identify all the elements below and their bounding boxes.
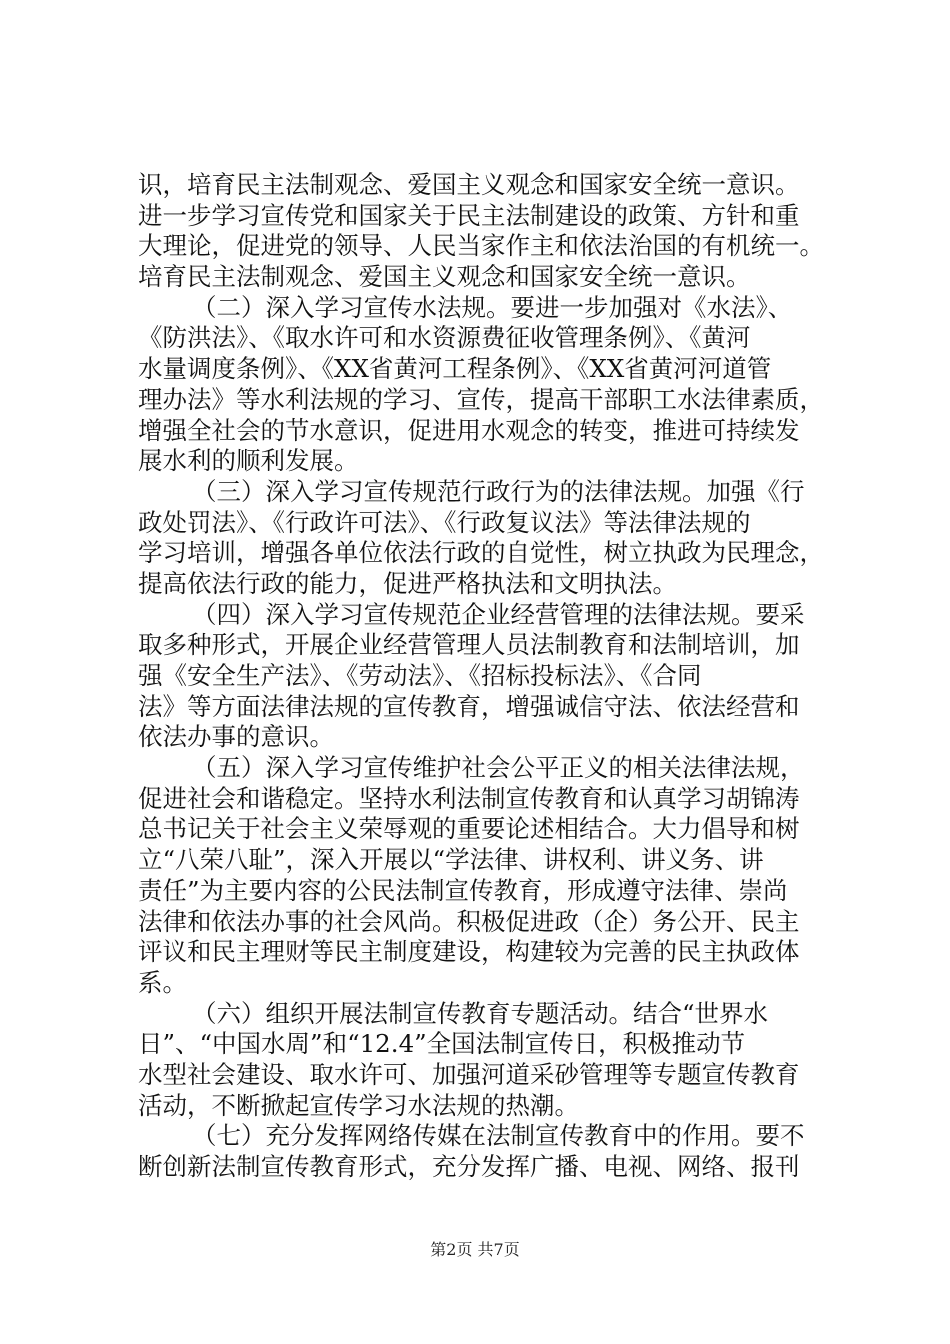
- text-line: 进一步学习宣传党和国家关于民主法制建设的政策、方针和重: [138, 200, 800, 230]
- text-line: 断创新法制宣传教育形式，充分发挥广播、电视、网络、报刊: [138, 1152, 800, 1181]
- text-line: 系。: [138, 967, 187, 997]
- text-line: 水型社会建设、取水许可、加强河道采砂管理等专题宣传教育: [138, 1059, 800, 1089]
- text-line: 大理论，促进党的领导、人民当家作主和依法治国的有机统一。: [138, 231, 824, 261]
- text-line: 《防洪法》、《取水许可和水资源费征收管理条例》、《黄河: [138, 323, 751, 353]
- text-line: 活动，不断掀起宣传学习水法规的热潮。: [138, 1090, 579, 1120]
- text-line: 理办法》等水利法规的学习、宣传，提高干部职工水法律素质，: [138, 384, 824, 414]
- page-number-footer: 第2页 共7页: [430, 1240, 520, 1259]
- text-line: 政处罚法》、《行政许可法》、《行政复议法》等法律法规的: [138, 507, 751, 537]
- text-line: 评议和民主理财等民主制度建设，构建较为完善的民主执政体: [138, 937, 800, 967]
- paragraph-first-line: （七）充分发挥网络传媒在法制宣传教育中的作用。要不: [192, 1121, 805, 1151]
- paragraph-first-line: （三）深入学习宣传规范行政行为的法律法规。加强《行: [192, 476, 805, 506]
- text-line: 增强全社会的节水意识，促进用水观念的转变，推进可持续发: [138, 415, 800, 445]
- text-line: 取多种形式，开展企业经营管理人员法制教育和法制培训，加: [138, 630, 800, 660]
- text-line: 提高依法行政的能力，促进严格执法和文明执法。: [138, 568, 677, 598]
- text-line: 法》等方面法律法规的宣传教育，增强诚信守法、依法经营和: [138, 691, 800, 721]
- text-line: 日”、“中国水周”和“12.4”全国法制宣传日，积极推动节: [138, 1029, 746, 1059]
- text-line: 总书记关于社会主义荣辱观的重要论述相结合。大力倡导和树: [138, 814, 800, 844]
- paragraph-first-line: （五）深入学习宣传维护社会公平正义的相关法律法规，: [192, 753, 805, 783]
- text-line: 培育民主法制观念、爱国主义观念和国家安全统一意识。: [138, 262, 751, 292]
- paragraph-first-line: （二）深入学习宣传水法规。要进一步加强对《水法》、: [192, 292, 793, 322]
- text-line: 立“八荣八耻”，深入开展以“学法律、讲权利、讲义务、讲: [138, 845, 764, 875]
- text-line: 责任”为主要内容的公民法制宣传教育，形成遵守法律、崇尚: [138, 875, 788, 905]
- text-line: 促进社会和谐稳定。坚持水利法制宣传教育和认真学习胡锦涛: [138, 783, 800, 813]
- body-text: [138, 170, 838, 1183]
- paragraph-first-line: （四）深入学习宣传规范企业经营管理的法律法规。要采: [192, 599, 805, 629]
- text-line: 水量调度条例》、《XX省黄河工程条例》、《XX省黄河河道管: [138, 354, 772, 384]
- text-line: 学习培训，增强各单位依法行政的自觉性，树立执政为民理念，: [138, 538, 824, 568]
- paragraph-first-line: （六）组织开展法制宣传教育专题活动。结合“世界水: [192, 998, 769, 1028]
- text-line: 强《安全生产法》、《劳动法》、《招标投标法》、《合同: [138, 661, 702, 690]
- text-line: 展水利的顺利发展。: [138, 446, 359, 476]
- text-line: 法律和依法办事的社会风尚。积极促进政（企）务公开、民主: [138, 906, 800, 936]
- text-line: 识，培育民主法制观念、爱国主义观念和国家安全统一意识。: [138, 170, 800, 199]
- text-line: 依法办事的意识。: [138, 722, 334, 752]
